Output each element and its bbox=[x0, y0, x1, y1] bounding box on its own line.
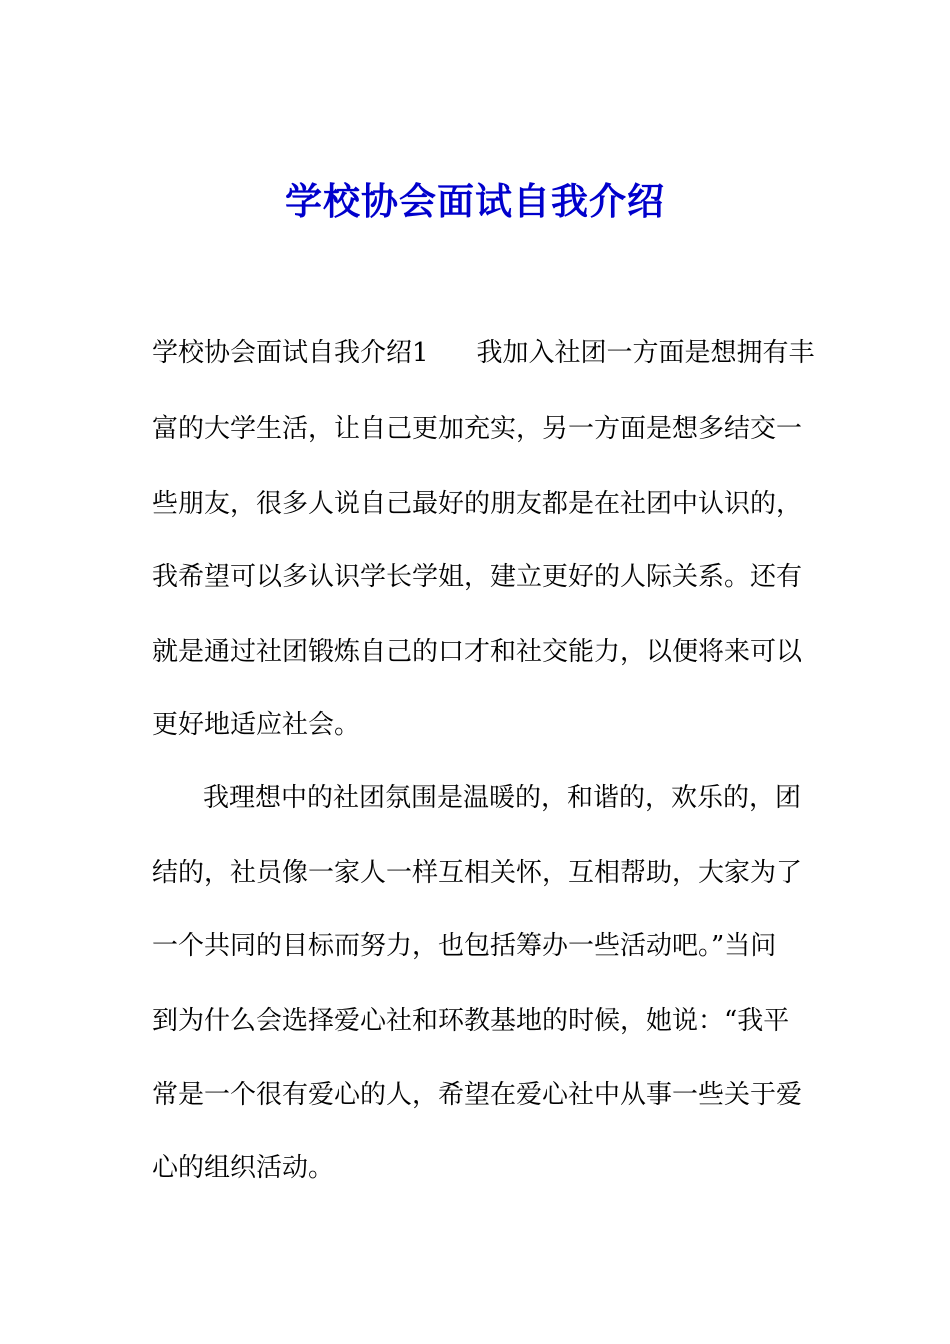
section-heading: 学校协会面试自我介绍1 bbox=[152, 338, 429, 368]
text-line-1 bbox=[152, 333, 815, 373]
text-line-7: 我理想中的社团氛围是温暖的，和谐的，欢乐的，团 bbox=[203, 783, 802, 813]
text-line-3: 些朋友，很多人说自己最好的朋友都是在社团中认识的， bbox=[152, 489, 803, 519]
text-line-10: 到为什么会选择爱心社和环教基地的时候，她说：“我平 bbox=[152, 1006, 790, 1036]
line-text: 我加入社团一方面是想拥有丰 bbox=[476, 338, 815, 368]
text-line-2: 富的大学生活，让自己更加充实，另一方面是想多结交一 bbox=[152, 414, 803, 444]
text-line-9: 一个共同的目标而努力，也包括筹办一些活动吧。”当问 bbox=[152, 931, 777, 961]
text-line-11: 常是一个很有爱心的人，希望在爱心社中从事一些关于爱 bbox=[152, 1080, 803, 1110]
text-line-6: 更好地适应社会。 bbox=[152, 710, 361, 740]
text-line-8: 结的，社员像一家人一样互相关怀，互相帮助，大家为了 bbox=[152, 858, 803, 888]
document-title: 学校协会面试自我介绍 bbox=[285, 180, 665, 223]
text-line-12: 心的组织活动。 bbox=[152, 1153, 335, 1183]
text-line-4: 我希望可以多认识学长学姐，建立更好的人际关系。还有 bbox=[152, 562, 803, 592]
text-line-5: 就是通过社团锻炼自己的口才和社交能力，以便将来可以 bbox=[152, 637, 803, 667]
